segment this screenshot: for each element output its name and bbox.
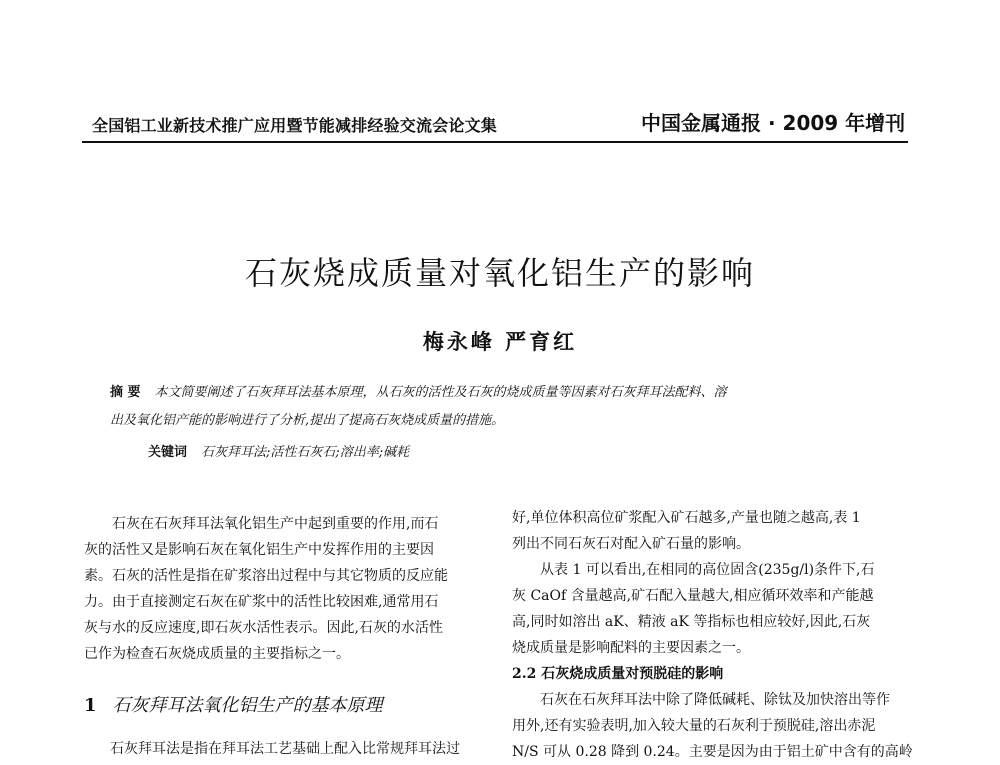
right-para-line: 石灰在石灰拜耳法中除了降低碱耗、除钛及加快溶出等作	[512, 692, 890, 708]
left-para-line: 灰的活性又是影响石灰在氧化铝生产中发挥作用的主要因	[84, 542, 434, 558]
right-para-line: 高,同时如溶出 aK、精液 aK 等指标也相应较好,因此,石灰	[512, 614, 871, 630]
right-para-line: 用外,还有实验表明,加入较大量的石灰利于预脱硅,溶出赤泥	[512, 718, 876, 734]
section-number: 1	[84, 695, 97, 716]
subsection-2-2-heading: 2.2 石灰烧成质量对预脱硅的影响	[512, 666, 724, 682]
keywords-label: 关键词	[148, 445, 188, 460]
abstract-line-1	[110, 379, 910, 407]
paper-title: 石灰烧成质量对氧化铝生产的影响	[244, 254, 755, 292]
left-para-line: 素。石灰的活性是指在矿浆溶出过程中与其它物质的反应能	[84, 568, 448, 584]
right-para-line: 列出不同石灰石对配入矿石量的影响。	[512, 536, 750, 552]
right-column	[512, 505, 912, 765]
keywords	[148, 441, 409, 460]
abstract	[110, 379, 910, 435]
left-para-line: 已作为检查石灰烧成质量的主要指标之一。	[84, 646, 350, 662]
abstract-line-2: 出及氧化铝产能的影响进行了分析,提出了提高石灰烧成质量的措施。	[110, 413, 505, 428]
right-para-line: 好,单位体积高位矿浆配入矿石越多,产量也随之越高,表 1	[512, 510, 861, 526]
left-column	[84, 511, 484, 667]
left-last-line: 石灰拜耳法是指在拜耳法工艺基础上配入比常规拜耳法过	[110, 741, 460, 757]
running-header-right: 中国金属通报 · 2009 年增刊	[641, 111, 906, 135]
right-para-line: 从表 1 可以看出,在相同的高位固含(235g/l)条件下,石	[512, 562, 875, 578]
right-para-line: 烧成质量是影响配料的主要因素之一。	[512, 640, 750, 656]
running-header-left: 全国铝工业新技术推广应用暨节能减排经验交流会论文集	[92, 116, 498, 135]
section-1-heading	[84, 691, 383, 717]
abstract-text-1: 本文简要阐述了石灰拜耳法基本原理，从石灰的活性及石灰的烧成质量等因素对石灰拜耳法配料、溶	[154, 385, 727, 400]
abstract-label: 摘 要	[110, 385, 141, 400]
section-title: 石灰拜耳法氧化铝生产的基本原理	[112, 695, 383, 716]
right-para-line: 灰 CaOf 含量越高,矿石配入量越大,相应循环效率和产能越	[512, 588, 874, 604]
keywords-text: 石灰拜耳法;活性石灰石;溶出率;碱耗	[201, 445, 410, 460]
right-para-line: N/S 可从 0.28 降到 0.24。主要是因为由于铝土矿中含有的高岭	[512, 744, 913, 760]
left-para-line: 石灰在石灰拜耳法氧化铝生产中起到重要的作用,而石	[84, 516, 439, 532]
left-para-line: 力。由于直接测定石灰在矿浆中的活性比较困难,通常用石	[84, 594, 439, 610]
left-para-line: 灰与水的反应速度,即石灰水活性表示。因此,石灰的水活性	[84, 620, 443, 636]
header-rule	[82, 141, 908, 143]
authors: 梅永峰 严育红	[422, 329, 578, 354]
